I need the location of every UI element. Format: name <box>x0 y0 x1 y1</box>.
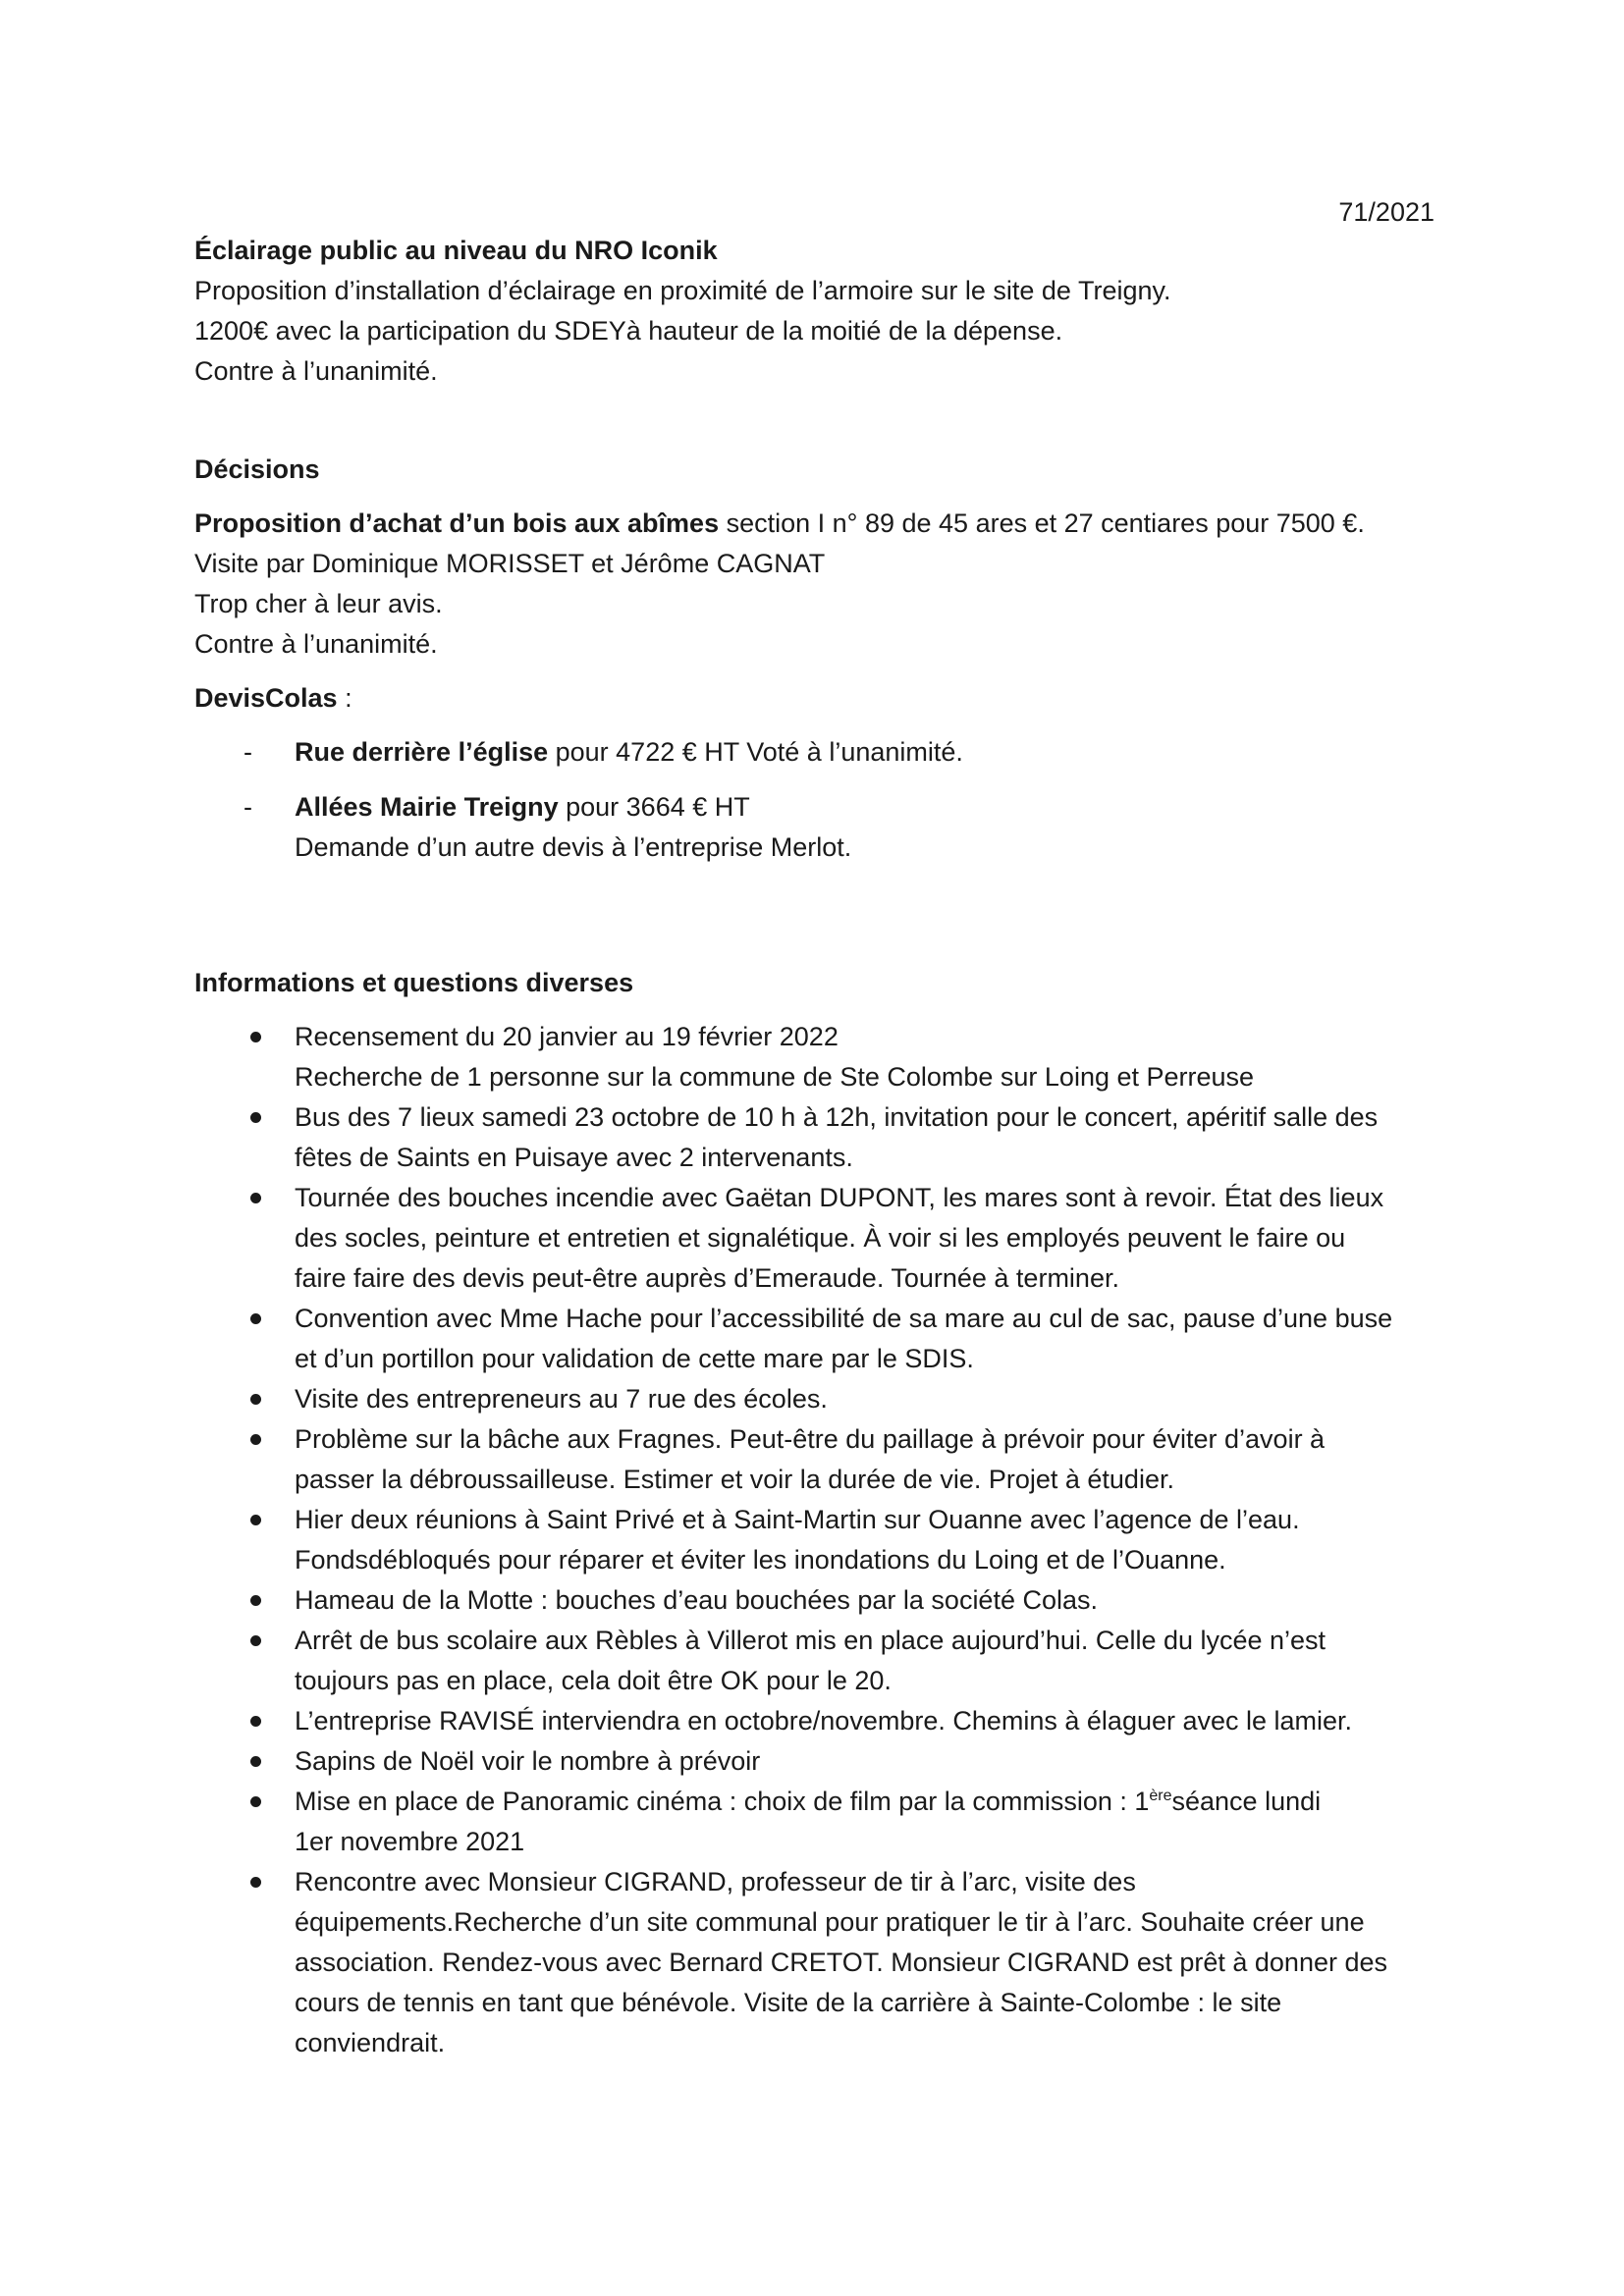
bullet-icon <box>250 1193 261 1203</box>
item-line: conviendrait. <box>295 2028 446 2057</box>
list-item <box>194 787 1432 868</box>
paragraph-line: 1200€ avec la participation du SDEYà hauteur de la moitié de la dépense. <box>194 316 1063 346</box>
item-title: Rue derrière l’église <box>295 737 549 767</box>
bullet-icon <box>250 1716 261 1727</box>
document-body <box>194 231 1432 2063</box>
section-decisions <box>194 450 1432 868</box>
list-item <box>194 1701 1432 1741</box>
item-line: Sapins de Noël voir le nombre à prévoir <box>295 1746 761 1776</box>
item-line: 1er novembre 2021 <box>295 1827 525 1856</box>
paragraph-line: Contre à l’unanimité. <box>194 629 438 659</box>
list-item <box>194 1017 1432 1097</box>
devis-heading-colon: : <box>337 683 352 713</box>
item-line: équipements.Recherche d’un site communal pour pratiquer le tir à l’arc. Souhaite créer une <box>295 1907 1365 1937</box>
item-line: Recensement du 20 janvier au 19 février 2022 <box>295 1022 839 1051</box>
item-text: séance lundi <box>1171 1787 1322 1816</box>
bullet-icon <box>250 1877 261 1888</box>
item-line: Arrêt de bus scolaire aux Rèbles à Villerot mis en place aujourd’hui. Celle du lycée n’est <box>295 1626 1326 1655</box>
paragraph-line: Proposition d’installation d’éclairage en proximité de l’armoire sur le site de Treigny. <box>194 276 1171 305</box>
item-line: Fondsdébloqués pour réparer et éviter les inondations du Loing et de l’Ouanne. <box>295 1545 1226 1575</box>
list-item <box>194 1862 1432 2063</box>
list-item <box>194 1500 1432 1580</box>
informations-list <box>194 1017 1432 2063</box>
bullet-icon <box>250 1112 261 1123</box>
section-informations <box>194 963 1432 2063</box>
section-heading: Décisions <box>194 454 320 484</box>
item-line: Hameau de la Motte : bouches d’eau bouchées par la société Colas. <box>295 1585 1099 1615</box>
section-eclairage <box>194 231 1432 392</box>
item-line: Convention avec Mme Hache pour l’accessibilité de sa mare au cul de sac, pause d’une buse <box>295 1304 1393 1333</box>
paragraph-line: Visite par Dominique MORISSET et Jérôme CAGNAT <box>194 549 826 578</box>
list-item <box>194 1379 1432 1419</box>
list-item <box>194 1782 1432 1862</box>
item-details: pour 4722 € HT Voté à l’unanimité. <box>548 737 963 767</box>
item-line: Recherche de 1 personne sur la commune de Ste Colombe sur Loing et Perreuse <box>295 1062 1255 1092</box>
superscript: ère <box>1149 1788 1172 1804</box>
paragraph-line: Contre à l’unanimité. <box>194 356 438 386</box>
item-line: Visite des entrepreneurs au 7 rue des écoles. <box>295 1384 828 1414</box>
list-item <box>194 1621 1432 1701</box>
achat-title: Proposition d’achat d’un bois aux abîmes <box>194 508 720 538</box>
list-item <box>194 1097 1432 1178</box>
list-item <box>194 1178 1432 1299</box>
devis-heading <box>194 678 1432 719</box>
item-line: L’entreprise RAVISÉ interviendra en octobre/novembre. Chemins à élaguer avec le lamier. <box>295 1706 1353 1735</box>
item-line: Rencontre avec Monsieur CIGRAND, professeur de tir à l’arc, visite des <box>295 1867 1136 1896</box>
bullet-icon <box>250 1434 261 1445</box>
list-item <box>194 1419 1432 1500</box>
list-item <box>194 1299 1432 1379</box>
bullet-icon <box>250 1515 261 1525</box>
achat-paragraph <box>194 504 1432 544</box>
item-line: passer la débroussailleuse. Estimer et voir la durée de vie. Projet à étudier. <box>295 1465 1174 1494</box>
item-line: des socles, peinture et entretien et signalétique. À voir si les employés peuvent le faire ou <box>295 1223 1346 1253</box>
item-line: toujours pas en place, cela doit être OK pour le 20. <box>295 1666 892 1695</box>
bullet-icon <box>250 1595 261 1606</box>
section-heading: Informations et questions diverses <box>194 968 634 997</box>
list-item <box>194 732 1432 773</box>
item-line <box>295 1782 1432 1822</box>
item-line: fêtes de Saints en Puisaye avec 2 intervenants. <box>295 1143 853 1172</box>
bullet-icon <box>250 1313 261 1324</box>
item-line: cours de tennis en tant que bénévole. Visite de la carrière à Sainte-Colombe : le site <box>295 1988 1282 2017</box>
bullet-icon <box>250 1032 261 1042</box>
item-line: et d’un portillon pour validation de cette mare par le SDIS. <box>295 1344 974 1373</box>
bullet-icon <box>250 1756 261 1767</box>
item-title: Allées Mairie Treigny <box>295 792 559 822</box>
item-line: Hier deux réunions à Saint Privé et à Saint-Martin sur Ouanne avec l’agence de l’eau. <box>295 1505 1300 1534</box>
dash-marker: - <box>244 737 252 767</box>
list-item <box>194 1580 1432 1621</box>
item-text: Mise en place de Panoramic cinéma : choix de film par la commission : 1 <box>295 1787 1150 1816</box>
bullet-icon <box>250 1796 261 1807</box>
bullet-icon <box>250 1635 261 1646</box>
item-extra: Demande d’un autre devis à l’entreprise Merlot. <box>295 832 852 862</box>
item-line: association. Rendez-vous avec Bernard CRETOT. Monsieur CIGRAND est prêt à donner des <box>295 1948 1387 1977</box>
page-number: 71/2021 <box>1338 197 1435 227</box>
dash-marker: - <box>244 792 252 822</box>
item-details: pour 3664 € HT <box>558 792 750 822</box>
item-line: faire faire des devis peut-être auprès d’Emeraude. Tournée à terminer. <box>295 1263 1119 1293</box>
section-title: Éclairage public au niveau du NRO Iconik <box>194 236 718 265</box>
bullet-icon <box>250 1394 261 1405</box>
list-item <box>194 1741 1432 1782</box>
devis-heading-bold: DevisColas <box>194 683 338 713</box>
paragraph-line: Trop cher à leur avis. <box>194 589 443 618</box>
item-line: Problème sur la bâche aux Fragnes. Peut-être du paillage à prévoir pour éviter d’avoir à <box>295 1424 1326 1454</box>
item-line: Bus des 7 lieux samedi 23 octobre de 10 h à 12h, invitation pour le concert, apéritif salle des <box>295 1102 1379 1132</box>
item-line: Tournée des bouches incendie avec Gaëtan DUPONT, les mares sont à revoir. État des lieux <box>295 1183 1384 1212</box>
devis-list <box>194 732 1432 868</box>
achat-details: section I n° 89 de 45 ares et 27 centiares pour 7500 €. <box>719 508 1365 538</box>
